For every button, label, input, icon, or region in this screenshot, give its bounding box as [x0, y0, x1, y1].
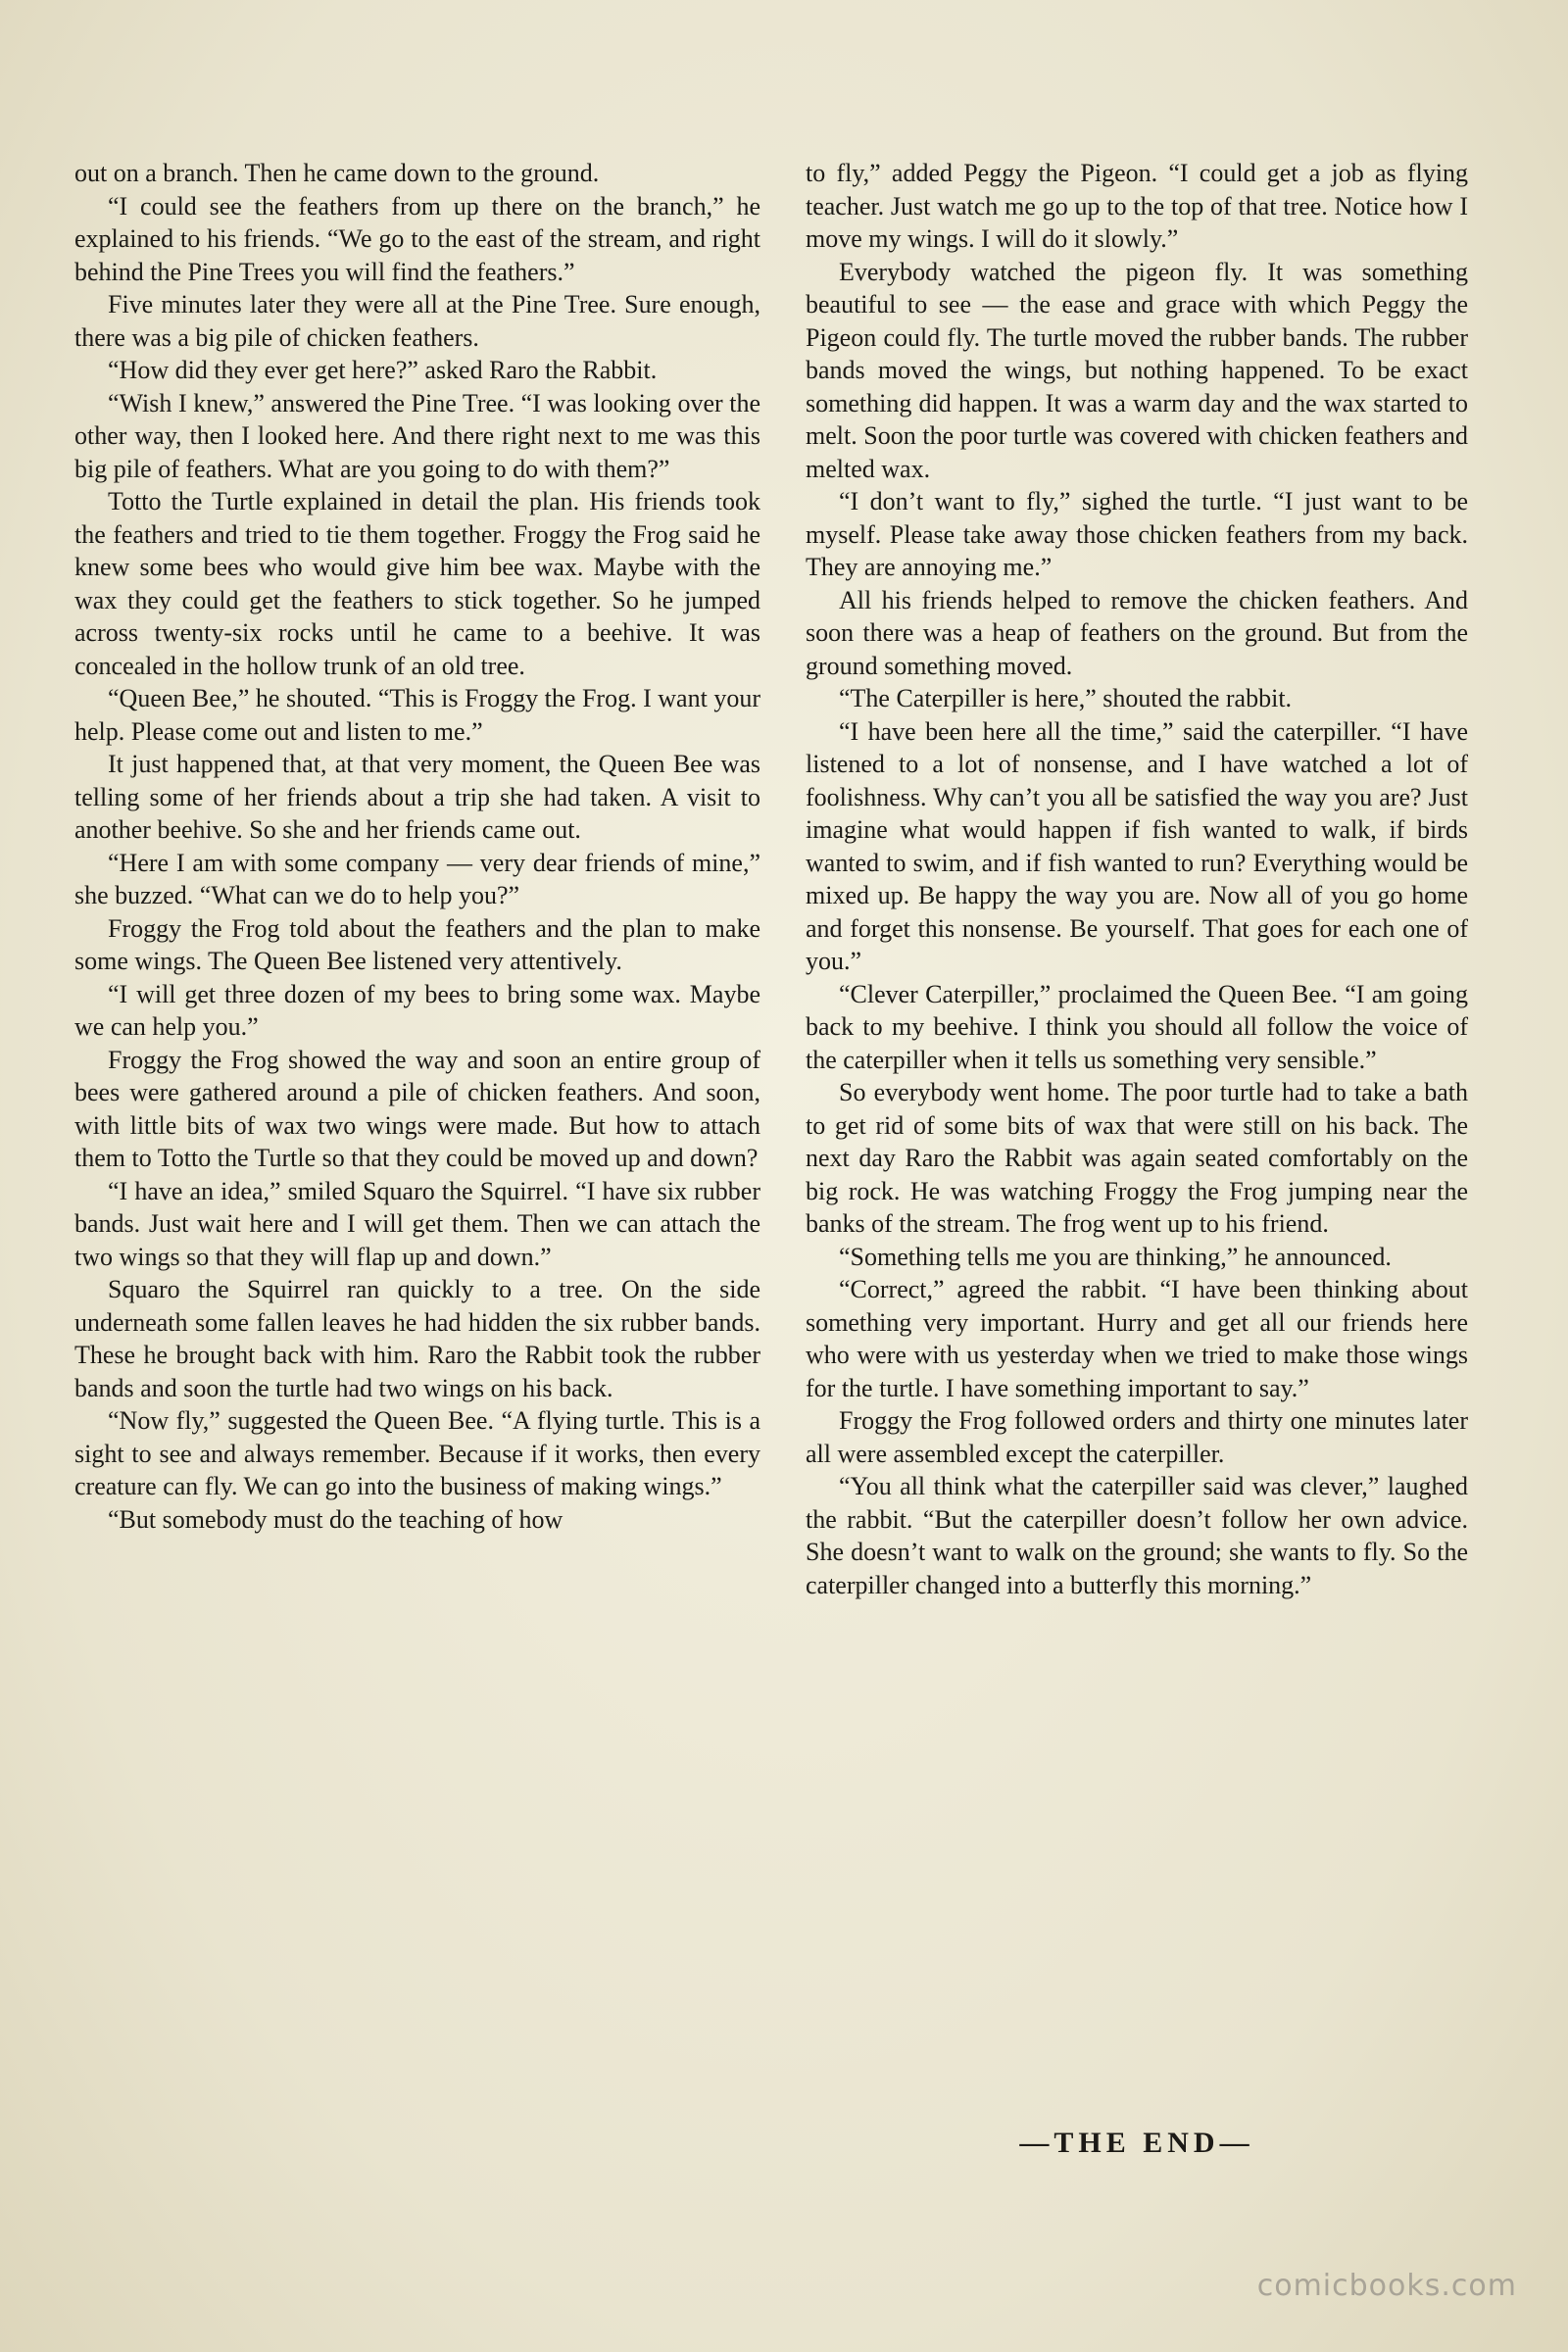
paragraph: Froggy the Frog followed orders and thirty one minutes later all were assembled except the caterpiller. [806, 1406, 1468, 1468]
paragraph: to fly,” added Peggy the Pigeon. “I could get a job as flying teacher. Just watch me go up to the top of that tree. Notice how I move my wings. I will do it slowly.” [806, 159, 1468, 253]
paragraph: “I could see the feathers from up there on the branch,” he explained to his friends. “We go to the east of the stream, and right behind the Pine Trees you will find the feathers.” [74, 191, 760, 286]
paragraph: Five minutes later they were all at the Pine Tree. Sure enough, there was a big pile of chicken feathers. [74, 290, 760, 352]
watermark: comicbooks.com [1256, 2269, 1517, 2303]
paragraph: “Correct,” agreed the rabbit. “I have been thinking about something very important. Hurry and get all our friends here who were with us yesterday when we tried to make those wings for the turtle. I have something important to say.” [806, 1275, 1468, 1402]
paragraph: “Clever Caterpiller,” proclaimed the Queen Bee. “I am going back to my beehive. I think you should all follow the voice of the caterpiller when it tells us something very sensible.” [806, 979, 1468, 1074]
paragraph: It just happened that, at that very moment, the Queen Bee was telling some of her friends about a trip she had taken. A visit to another beehive. So she and her friends came out. [74, 750, 760, 844]
the-end-heading: —THE END— [1019, 2127, 1254, 2159]
paragraph: All his friends helped to remove the chicken feathers. And soon there was a heap of feathers on the ground. But from the ground something moved. [806, 585, 1468, 680]
paragraph: Everybody watched the pigeon fly. It was something beautiful to see — the ease and grace with which Peggy the Pigeon could fly. The turtle moved the rubber bands. The rubber bands moved the wings, but nothing happened. To be exact something did happen. It was a warm day and the wax started to melt. Soon the poor turtle was covered with chicken feathers and melted wax. [806, 257, 1468, 483]
paragraph: “Here I am with some company — very dear friends of mine,” she buzzed. “What can we do to help you?” [74, 848, 760, 909]
paragraph: So everybody went home. The poor turtle had to take a bath to get rid of some bits of wax that were still on his back. The next day Raro the Rabbit was again seated comfortably on the big rock. He was watching Froggy the Frog jumping near the banks of the stream. The frog went up to his friend. [806, 1078, 1468, 1238]
paragraph: “Wish I knew,” answered the Pine Tree. “I was looking over the other way, then I looked here. And there right next to me was this big pile of feathers. What are you going to do with them?” [74, 388, 760, 483]
paragraph: “The Caterpiller is here,” shouted the rabbit. [839, 684, 1293, 712]
paragraph: “I have been here all the time,” said the caterpiller. “I have listened to a lot of nonsense, and I have watched a lot of foolishness. Why can’t you all be satisfied the way you are? Just imagine what would happen if fish wanted to walk, if birds wanted to swim, and if fish wanted to run? Everything would be mixed up. Be happy the way you are. Now all of you go home and forget this nonsense. Be yourself. That goes for each one of you.” [806, 716, 1468, 975]
paragraph: “You all think what the caterpiller said was clever,” laughed the rabbit. “But the caterpiller doesn’t follow her own advice. She doesn’t want to walk on the ground; she wants to fly. So the caterpiller changed into a butterfly this morning.” [806, 1472, 1468, 1599]
paragraph: out on a branch. Then he came down to the ground. [74, 159, 600, 187]
paragraph: “How did they ever get here?” asked Raro the Rabbit. [108, 356, 658, 384]
paragraph: “But somebody must do the teaching of how [108, 1504, 564, 1534]
paragraph: Froggy the Frog told about the feathers and the plan to make some wings. The Queen Bee listened very attentively. [74, 913, 760, 975]
paragraph: Squaro the Squirrel ran quickly to a tree. On the side underneath some fallen leaves he had hidden the six rubber bands. These he brought back with him. Raro the Rabbit took the rubber bands and soon the turtle had two wings on his back. [74, 1275, 760, 1402]
paragraph: “I have an idea,” smiled Squaro the Squirrel. “I have six rubber bands. Just wait here and I will get them. Then we can attach the two wings so that they will flap up and down.” [74, 1176, 760, 1271]
paragraph: “I don’t want to fly,” sighed the turtle. “I just want to be myself. Please take away those chicken feathers from my back. They are annoying me.” [806, 487, 1468, 581]
left-text-column [74, 157, 760, 1536]
right-text-column [806, 157, 1468, 1601]
paragraph: “Queen Bee,” he shouted. “This is Froggy the Frog. I want your help. Please come out and listen to me.” [74, 684, 760, 746]
paragraph: “Something tells me you are thinking,” he announced. [839, 1242, 1392, 1271]
paragraph: Froggy the Frog showed the way and soon an entire group of bees were gathered around a pile of chicken feathers. And soon, with little bits of wax two wings were made. But how to attach them to Totto the Turtle so that they could be moved up and down? [74, 1045, 760, 1172]
paragraph: Totto the Turtle explained in detail the plan. His friends took the feathers and tried to tie them together. Froggy the Frog said he knew some bees who would give him bee wax. Maybe with the wax they could get the feathers to stick together. So he jumped across twenty-six rocks until he came to a beehive. It was concealed in the hollow trunk of an old tree. [74, 487, 760, 680]
paragraph: “I will get three dozen of my bees to bring some wax. Maybe we can help you.” [74, 979, 760, 1041]
paragraph: “Now fly,” suggested the Queen Bee. “A flying turtle. This is a sight to see and always remember. Because if it works, then every creature can fly. We can go into the business of making wings.” [74, 1406, 760, 1500]
